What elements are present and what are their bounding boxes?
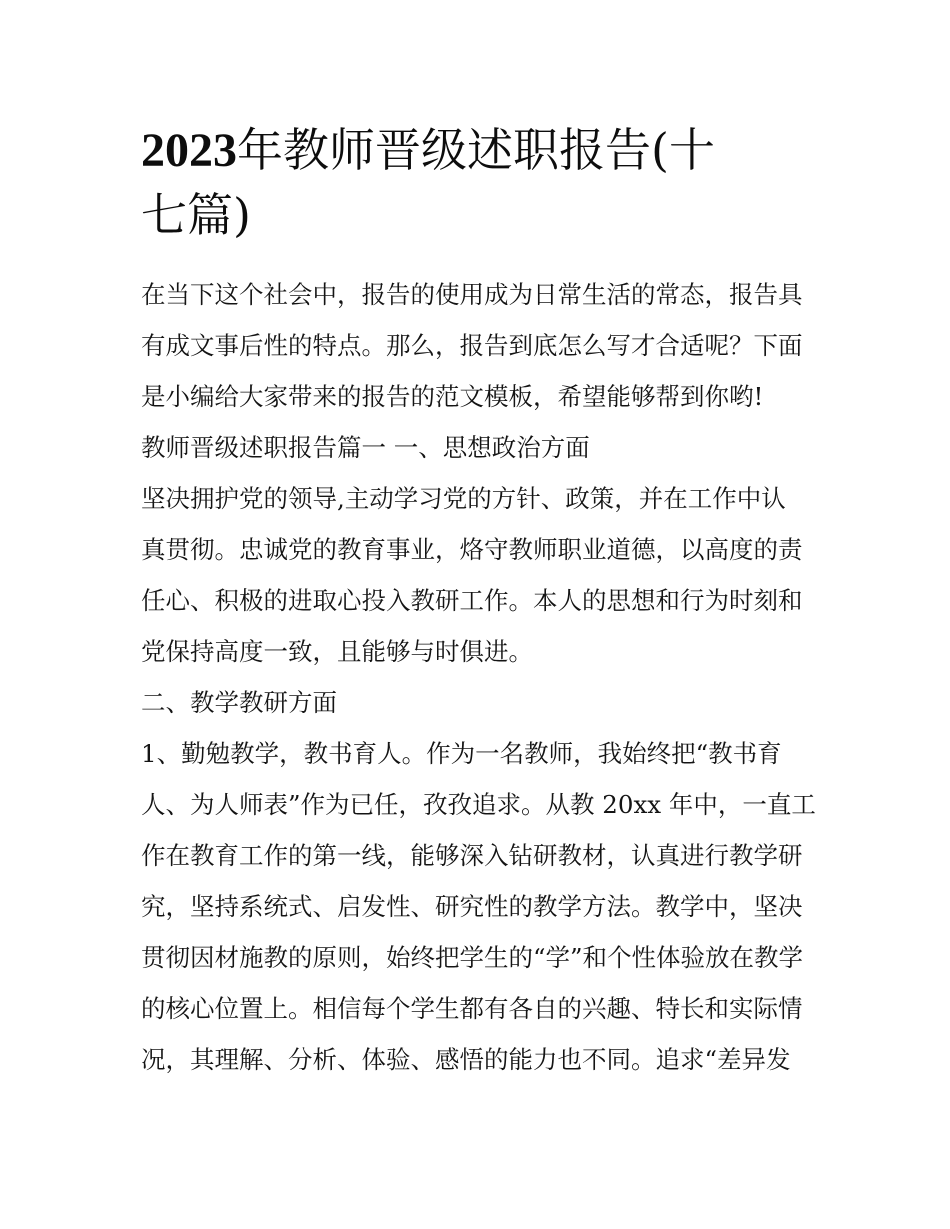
body-line-6: 真贯彻。忠诚党的教育事业，烙守教师职业道德，以高度的责: [141, 535, 803, 564]
body-line-16: 况，其理解、分析、体验、感悟的能力也不同。追求“差异发: [141, 1045, 791, 1074]
document-body: [141, 269, 816, 1085]
section-heading-2: 二、教学教研方面: [141, 688, 337, 717]
body-line-7: 任心、积极的进取心投入教研工作。本人的思想和行为时刻和: [141, 586, 803, 615]
body-line-12: 作在教育工作的第一线，能够深入钻研教材，认真进行教学研: [141, 841, 803, 870]
body-line-3: 是小编给大家带来的报告的范文模板，希望能够帮到你哟!: [141, 382, 764, 411]
document-title: [141, 118, 813, 248]
title-text-1: 年教师晋级述职报告(十: [237, 123, 715, 177]
body-line-1: 在当下这个社会中，报告的使用成为日常生活的常态，报告具: [141, 280, 803, 309]
body-line-8: 党保持高度一致，且能够与时俱进。: [141, 637, 533, 666]
title-year: 2023: [141, 124, 237, 177]
title-text-2: 七篇): [141, 188, 251, 242]
body-line-5: 坚决拥护党的领导,主动学习党的方针、政策，并在工作中认: [141, 484, 786, 513]
body-line-11: 人、为人师表”作为已任，孜孜追求。从教 20xx 年中，一直工: [141, 790, 816, 819]
body-line-15: 的核心位置上。相信每个学生都有各自的兴趣、特长和实际情: [141, 994, 803, 1023]
section-heading-1: 教师晋级述职报告篇一 一、思想政治方面: [141, 433, 590, 462]
document-content: [141, 118, 816, 1085]
body-line-10: 1、勤勉教学，教书育人。作为一名教师，我始终把“教书育: [141, 739, 782, 768]
title-line-1: [141, 118, 813, 183]
body-line-14: 贯彻因材施教的原则，始终把学生的“学”和个性体验放在教学: [141, 943, 804, 972]
body-line-13: 究，坚持系统式、启发性、研究性的教学方法。教学中，坚决: [141, 892, 803, 921]
title-line-2: [141, 183, 813, 248]
body-line-2: 有成文事后性的特点。那么，报告到底怎么写才合适呢？下面: [141, 331, 803, 360]
